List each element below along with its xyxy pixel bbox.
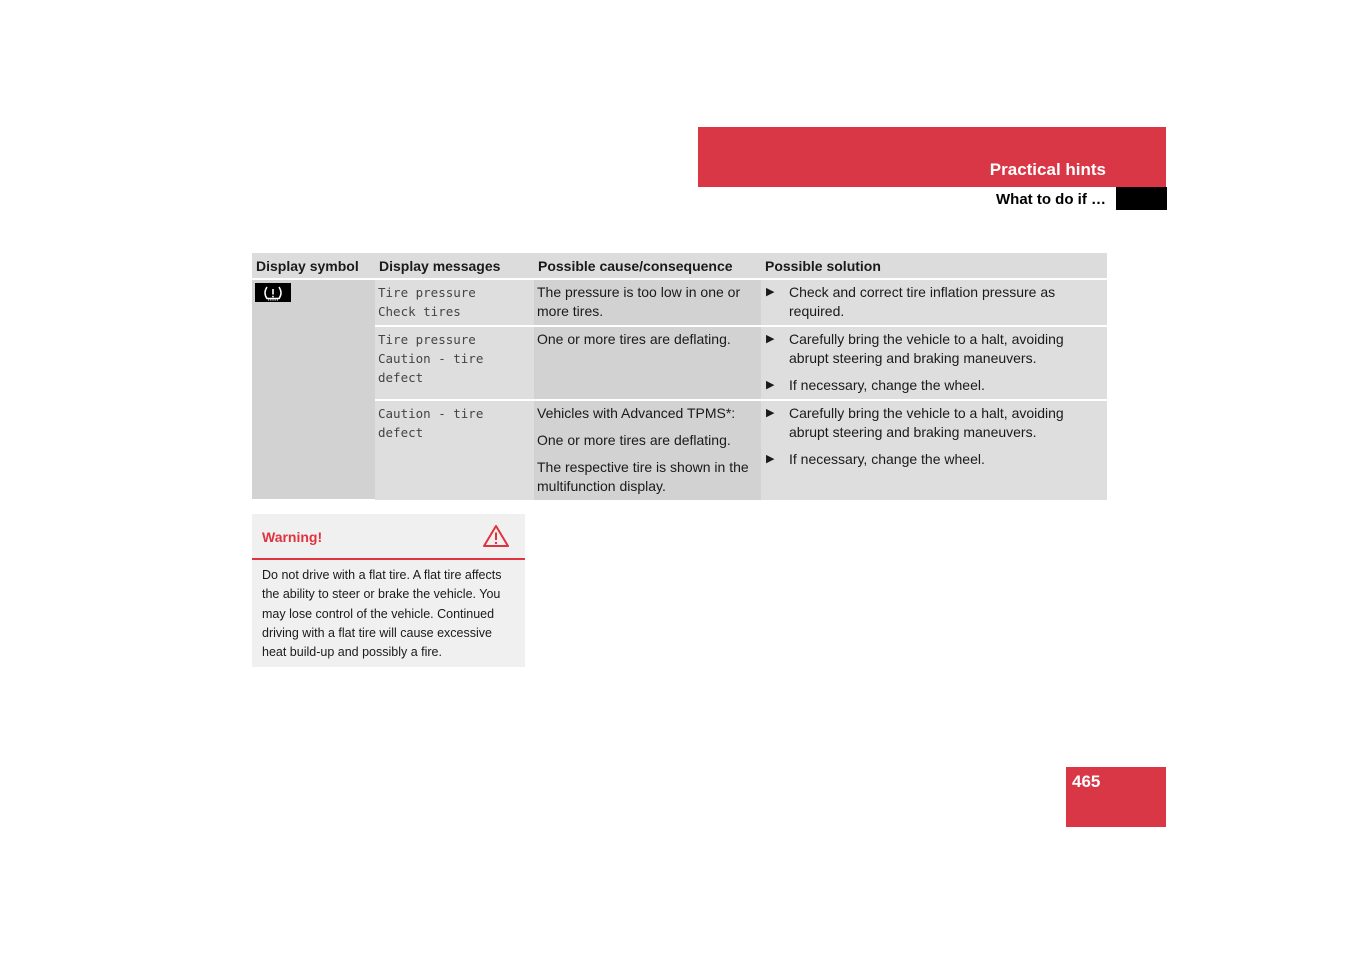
- solution-step: [764, 376, 1104, 395]
- warning-header: [252, 514, 525, 560]
- message-cell: [375, 400, 534, 500]
- message-line: Caution - tire defect: [378, 351, 484, 385]
- step-arrow-icon: ▶: [766, 333, 775, 345]
- warning-title: Warning!: [262, 529, 323, 545]
- message-line: Tire pressure: [378, 285, 476, 300]
- message-line: Tire pressure: [378, 332, 476, 347]
- solution-text: Carefully bring the vehicle to a halt, avoiding abrupt steering and braking maneuvers.: [789, 405, 1064, 440]
- tire-pressure-warning-icon: [255, 283, 291, 302]
- header-possible-cause: Possible cause/consequence: [534, 253, 761, 279]
- cause-cell: [534, 326, 761, 400]
- display-messages-table: [252, 253, 1107, 501]
- solution-cell: [761, 326, 1107, 400]
- cause-text: One or more tires are deflating.: [537, 331, 731, 347]
- cause-cell: [534, 279, 761, 326]
- cause-text: Vehicles with Advanced TPMS*:: [537, 405, 736, 421]
- cause-text: The pressure is too low in one or more tires.: [537, 284, 741, 319]
- message-line: Caution - tire defect: [378, 406, 484, 440]
- solution-text: Carefully bring the vehicle to a halt, avoiding abrupt steering and braking maneuvers.: [789, 331, 1064, 366]
- table-row: [252, 400, 1107, 500]
- message-line: Check tires: [378, 304, 461, 319]
- solution-step: [764, 404, 1104, 442]
- warning-text: Do not drive with a flat tire. A flat tire affects the ability to steer or brake the vehicle. You may lose control of the vehicle. Continued driving with a flat tire will cause excessive heat build-up and possibly a fire.: [262, 568, 502, 660]
- step-arrow-icon: ▶: [766, 286, 775, 298]
- warning-triangle-icon: [482, 524, 510, 553]
- table-row: [252, 279, 1107, 326]
- solution-cell: [761, 279, 1107, 326]
- solution-text: Check and correct tire inflation pressure as required.: [789, 284, 1056, 319]
- message-cell: [375, 279, 534, 326]
- step-arrow-icon: ▶: [766, 453, 775, 465]
- solution-text: If necessary, change the wheel.: [789, 377, 985, 393]
- table-header-row: [252, 253, 1107, 279]
- page-number-box: [1066, 767, 1166, 827]
- section-title: Practical hints: [989, 160, 1106, 179]
- solution-cell: [761, 400, 1107, 500]
- cause-text: One or more tires are deflating.: [537, 432, 731, 448]
- page-number: 465: [1072, 772, 1101, 791]
- solution-text: If necessary, change the wheel.: [789, 451, 985, 467]
- message-cell: [375, 326, 534, 400]
- header-display-symbol: Display symbol: [252, 253, 375, 279]
- header-possible-solution: Possible solution: [761, 253, 1107, 279]
- solution-step: [764, 450, 1104, 469]
- warning-box: [252, 514, 525, 667]
- display-symbol-cell: [252, 279, 375, 500]
- section-tab-marker: [1116, 187, 1167, 210]
- step-arrow-icon: ▶: [766, 407, 775, 419]
- header-display-messages: Display messages: [375, 253, 534, 279]
- table-row: [252, 326, 1107, 400]
- solution-step: [764, 283, 1104, 321]
- solution-step: [764, 330, 1104, 368]
- cause-text: The respective tire is shown in the multifunction display.: [537, 459, 749, 494]
- subsection-title: What to do if …: [996, 191, 1106, 208]
- cause-cell: [534, 400, 761, 500]
- step-arrow-icon: ▶: [766, 379, 775, 391]
